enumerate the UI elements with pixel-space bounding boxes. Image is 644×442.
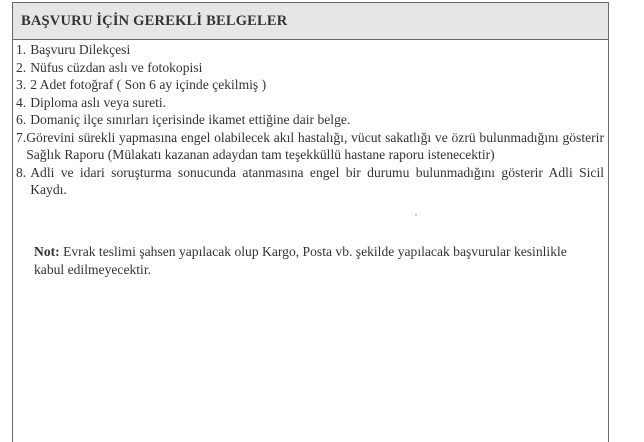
item-text: Görevini sürekli yapmasına engel olabilecek akıl hastalığı, vücut sakatlığı ve özrü bulunmadığını gösterir Sağlık Raporu (Mülakatı kazanan adaydan tam teşekküllü hastane raporu istenecektir) bbox=[26, 129, 604, 162]
scan-speck bbox=[415, 214, 417, 216]
item-text: Domaniç ilçe sınırları içerisinde ikamet ettiğine dair belge. bbox=[30, 112, 351, 127]
requirements-box bbox=[12, 2, 609, 442]
list-item bbox=[16, 164, 604, 199]
list-item bbox=[16, 41, 604, 59]
list-item bbox=[16, 111, 604, 129]
item-number: 2. bbox=[16, 59, 27, 75]
item-number: 1. bbox=[16, 42, 27, 57]
item-text: Diploma aslı veya sureti. bbox=[30, 94, 167, 110]
item-number: 3. bbox=[16, 77, 27, 92]
list-item bbox=[16, 94, 604, 112]
item-text: Nüfus cüzdan aslı ve fotokopisi bbox=[30, 59, 203, 75]
item-text: 2 Adet fotoğraf ( Son 6 ay içinde çekilmiş ) bbox=[30, 77, 267, 92]
item-text: Başvuru Dilekçesi bbox=[30, 42, 131, 57]
note-label: Not: bbox=[34, 244, 60, 259]
item-number: 8. bbox=[16, 164, 27, 180]
note-text: Evrak teslimi şahsen yapılacak olup Kargo, Posta vb. şekilde yapılacak başvurular kesinlikle kabul edilmeyecektir. bbox=[34, 244, 567, 277]
header-bar bbox=[13, 3, 608, 40]
page-title: BAŞVURU İÇİN GEREKLİ BELGELER bbox=[21, 13, 288, 29]
item-number: 4. bbox=[16, 94, 27, 110]
item-number: 6. bbox=[16, 112, 27, 127]
list-item bbox=[16, 76, 604, 94]
requirements-list bbox=[16, 41, 604, 199]
list-item bbox=[16, 129, 604, 164]
item-number: 7. bbox=[16, 129, 27, 145]
item-text: Adli ve idari soruşturma sonucunda atanmasına engel bir durumu bulunmadığını gösterir Adli Sicil Kaydı. bbox=[30, 164, 604, 197]
note-paragraph bbox=[34, 243, 599, 279]
list-item bbox=[16, 59, 604, 77]
